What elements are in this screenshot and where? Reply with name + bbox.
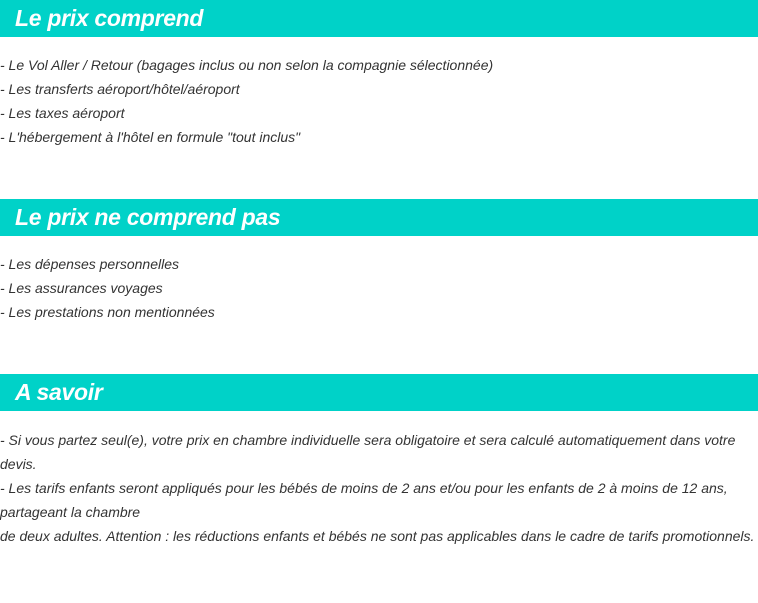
list-item: de deux adultes. Attention : les réductions enfants et bébés ne sont pas applicables dans le cadre de tarifs promotionnels.	[0, 528, 755, 544]
section-body	[0, 37, 758, 149]
list-item: - Les prestations non mentionnées	[0, 304, 215, 320]
list-item: - Le Vol Aller / Retour (bagages inclus ou non selon la compagnie sélectionnée)	[0, 57, 494, 73]
list-item: - L'hébergement à l'hôtel en formule "tout inclus"	[0, 129, 301, 145]
list-item: - Les tarifs enfants seront appliqués pour les bébés de moins de 2 ans et/ou pour les enfants de 2 à moins de 12 ans, partageant la chambre	[0, 480, 728, 520]
section-good-to-know	[0, 374, 758, 548]
section-price-excludes	[0, 199, 758, 324]
section-body	[0, 236, 758, 324]
list-item: - Si vous partez seul(e), votre prix en chambre individuelle sera obligatoire et sera calculé automatiquement dans votre devis.	[0, 432, 736, 472]
section-price-includes	[0, 0, 758, 149]
list-item: - Les taxes aéroport	[0, 105, 125, 121]
section-title: Le prix ne comprend pas	[15, 204, 281, 230]
list-item: - Les assurances voyages	[0, 280, 163, 296]
section-body	[0, 411, 758, 548]
section-header	[0, 374, 758, 411]
section-header	[0, 0, 758, 37]
section-title: A savoir	[15, 379, 103, 405]
section-header	[0, 199, 758, 236]
list-item: - Les dépenses personnelles	[0, 256, 180, 272]
list-item: - Les transferts aéroport/hôtel/aéroport	[0, 81, 240, 97]
section-title: Le prix comprend	[15, 5, 204, 31]
